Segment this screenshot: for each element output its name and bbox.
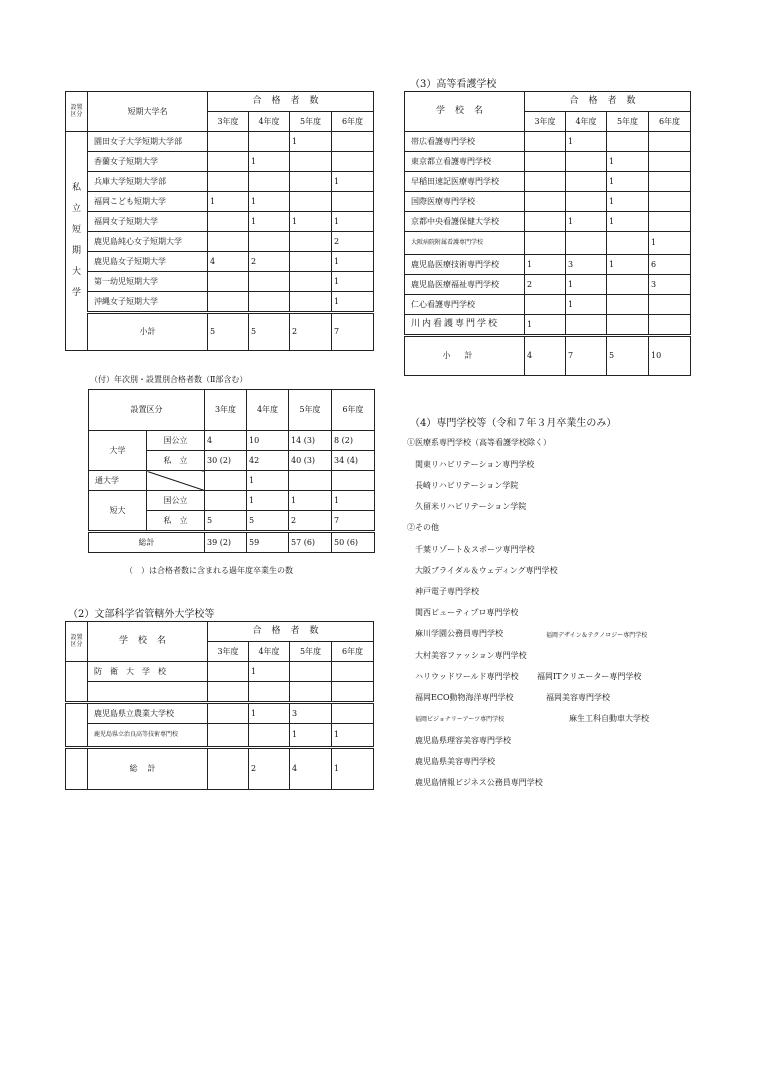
- cell: [566, 315, 607, 336]
- school-name: 香蘭女子短期大学: [88, 152, 208, 172]
- list-item: 久留米リハビリテーション学院: [415, 502, 527, 511]
- table-row: [66, 132, 374, 152]
- name-header: 短期大学名: [88, 92, 208, 132]
- cell: [525, 172, 566, 192]
- subtotal-label: 小計: [88, 313, 208, 351]
- cell: [607, 275, 649, 295]
- diagonal-cell: [147, 471, 205, 491]
- cell: [289, 471, 332, 491]
- cell: [649, 295, 691, 315]
- cell: 5: [249, 313, 290, 351]
- name-header: 学校名: [405, 92, 525, 132]
- table-row: [89, 491, 375, 511]
- subtotal-row: [66, 313, 374, 351]
- cell: 5: [607, 336, 649, 376]
- cell: 1: [289, 491, 332, 511]
- cell: 1: [566, 295, 607, 315]
- cell: [525, 212, 566, 232]
- cell: [249, 132, 290, 152]
- year-header: 3年度: [208, 112, 249, 132]
- cell: [208, 724, 249, 748]
- cell: 42: [247, 451, 289, 471]
- year-header: 6年度: [332, 390, 375, 431]
- appendix-title: （付）年次別・設置別合格者数（Ⅱ部含む）: [90, 375, 248, 384]
- cell: [290, 232, 332, 252]
- appendix-table: [88, 389, 375, 553]
- category-cell: [66, 662, 88, 703]
- cell: [607, 132, 649, 152]
- cell: 1: [290, 132, 332, 152]
- list-item: 大阪ブライダル＆ウェディング専門学校: [415, 566, 558, 575]
- year-header: 4年度: [249, 112, 290, 132]
- table-row: [405, 212, 691, 232]
- cell: 8 (2): [332, 431, 375, 451]
- total-label: 総計: [88, 748, 208, 790]
- list-item: ハリウッドワールド専門学校: [415, 672, 519, 681]
- cell: [290, 662, 332, 682]
- category-header: 設置区分: [66, 92, 88, 132]
- grad-label: 通大学: [89, 471, 147, 491]
- passers-header: 合格者数: [525, 92, 691, 112]
- cell: 6: [649, 255, 691, 275]
- table-row: [405, 275, 691, 295]
- school-name: 福岡女子短期大学: [88, 212, 208, 232]
- table-row: [66, 192, 374, 212]
- table-row: [89, 471, 375, 491]
- subtotal-label: 小計: [405, 336, 525, 376]
- cell: [649, 172, 691, 192]
- school-name: 防衛大学校: [88, 662, 208, 682]
- list-item: 福岡ITクリエーター専門学校: [537, 672, 642, 681]
- cell: 5: [247, 511, 289, 532]
- cell: [208, 703, 249, 724]
- school-name: 大阪病院附属看護専門学校: [405, 232, 525, 255]
- table-row: [66, 232, 374, 252]
- nursing-table: [404, 91, 691, 376]
- university-label: 大学: [89, 431, 147, 471]
- school-name: 鹿児島医療技術専門学校: [405, 255, 525, 275]
- cell: [566, 232, 607, 255]
- cell: [249, 232, 290, 252]
- school-name: 川内看護専門学校: [405, 315, 525, 336]
- category-cell: [66, 748, 88, 790]
- cell: 4: [525, 336, 566, 376]
- group2-title: ②その他: [407, 523, 439, 532]
- school-name: 鹿児島県立農業大学校: [88, 703, 208, 724]
- table-row: [405, 132, 691, 152]
- cell: [205, 471, 247, 491]
- cell: 2: [249, 748, 290, 790]
- list-item: 鹿児島情報ビジネス公務員専門学校: [415, 778, 543, 787]
- cell: 1: [249, 212, 290, 232]
- table-row: [66, 682, 374, 703]
- cell: 1: [332, 292, 374, 313]
- list-item: 関西ビューティプロ専門学校: [415, 608, 519, 617]
- section3-heading: （3）高等看護学校: [410, 79, 497, 90]
- cell: [249, 272, 290, 292]
- cell: 1: [332, 724, 374, 748]
- cell: [607, 315, 649, 336]
- cell: [649, 192, 691, 212]
- passers-header: 合格者数: [208, 622, 374, 642]
- year-header: 5年度: [290, 112, 332, 132]
- year-header: 4年度: [249, 642, 290, 662]
- year-header: 5年度: [290, 642, 332, 662]
- table-row: [66, 272, 374, 292]
- table-row: [405, 172, 691, 192]
- cell: [649, 212, 691, 232]
- public-label: 国公立: [147, 491, 205, 511]
- cell: [525, 295, 566, 315]
- school-name: 早稲田速記医療専門学校: [405, 172, 525, 192]
- cell: 57 (6): [289, 532, 332, 553]
- cell: 1: [566, 212, 607, 232]
- cell: 2: [332, 232, 374, 252]
- cell: [607, 232, 649, 255]
- cell: [208, 292, 249, 313]
- cell: 1: [332, 748, 374, 790]
- year-header: 3年度: [525, 112, 566, 132]
- cell: [249, 682, 290, 703]
- cell: [332, 662, 374, 682]
- school-name: 鹿児島女子短期大学: [88, 252, 208, 272]
- cell: 2: [525, 275, 566, 295]
- cell: 1: [332, 252, 374, 272]
- junior-college-table: [65, 91, 374, 351]
- category-header: 設置区分: [66, 622, 88, 662]
- school-name: 仁心看護専門学校: [405, 295, 525, 315]
- cell: 1: [607, 212, 649, 232]
- cell: 1: [607, 172, 649, 192]
- private-label: 私 立: [147, 511, 205, 532]
- cell: 1: [525, 255, 566, 275]
- cell: [332, 682, 374, 703]
- cell: 4: [208, 252, 249, 272]
- private-label: 私 立: [147, 451, 205, 471]
- cell: [566, 192, 607, 212]
- cell: [649, 132, 691, 152]
- school-name: 沖縄女子短期大学: [88, 292, 208, 313]
- cell: 1: [249, 192, 290, 212]
- cell: [332, 152, 374, 172]
- list-item: 鹿児島県美容専門学校: [415, 757, 495, 766]
- cell: [205, 491, 247, 511]
- cell: [290, 152, 332, 172]
- section2-heading: （2）文部科学省管轄外大学校等: [68, 609, 215, 620]
- cell: [208, 232, 249, 252]
- cell: [290, 272, 332, 292]
- cell: 50 (6): [332, 532, 375, 553]
- appendix-category-header: 設置区分: [89, 390, 205, 431]
- cell: [208, 152, 249, 172]
- passers-header: 合格者数: [208, 92, 374, 112]
- cell: 4: [290, 748, 332, 790]
- table-row: [66, 662, 374, 682]
- table-row: [66, 724, 374, 748]
- total-row: [89, 532, 375, 553]
- cell: [249, 724, 290, 748]
- year-header: 6年度: [649, 112, 691, 132]
- category-label: 私立短期大学: [66, 132, 88, 351]
- list-item: 福岡ECO動物海洋専門学校: [415, 693, 514, 702]
- cell: [290, 292, 332, 313]
- cell: 3: [290, 703, 332, 724]
- cell: [649, 152, 691, 172]
- cell: 1: [249, 152, 290, 172]
- cell: [525, 152, 566, 172]
- cell: [208, 662, 249, 682]
- group1-title: ①医療系専門学校（高等看護学校除く）: [407, 438, 551, 447]
- cell: 14 (3): [289, 431, 332, 451]
- cell: [208, 172, 249, 192]
- cell: 1: [332, 212, 374, 232]
- table-row: [66, 703, 374, 724]
- list-item: 福岡美容専門学校: [546, 693, 610, 702]
- cell: 1: [249, 662, 290, 682]
- cell: [208, 748, 249, 790]
- cell: [566, 152, 607, 172]
- cell: 1: [607, 192, 649, 212]
- cell: [607, 295, 649, 315]
- cell: 1: [566, 275, 607, 295]
- cell: [208, 212, 249, 232]
- total-row: [66, 748, 374, 790]
- school-name: 園田女子大学短期大学部: [88, 132, 208, 152]
- table-row: [66, 172, 374, 192]
- cell: 5: [208, 313, 249, 351]
- cell: 2: [290, 313, 332, 351]
- cell: 10: [247, 431, 289, 451]
- cell: [208, 132, 249, 152]
- cell: 30 (2): [205, 451, 247, 471]
- table-row: [66, 212, 374, 232]
- junior-label: 短大: [89, 491, 147, 532]
- cell: 7: [332, 313, 374, 351]
- cell: 1: [332, 272, 374, 292]
- school-name: 第一幼児短期大学: [88, 272, 208, 292]
- cell: 1: [290, 724, 332, 748]
- table-row: [405, 295, 691, 315]
- cell: 1: [649, 232, 691, 255]
- table-row: [66, 292, 374, 313]
- cell: [332, 192, 374, 212]
- cell: [290, 252, 332, 272]
- list-item: 長崎リハビリテーション学院: [415, 481, 519, 490]
- list-item: 関東リハビリテーション専門学校: [415, 460, 535, 469]
- category-cell: [66, 703, 88, 748]
- cell: 40 (3): [289, 451, 332, 471]
- cell: 7: [332, 511, 375, 532]
- cell: [332, 471, 375, 491]
- table-row: [89, 431, 375, 451]
- cell: 1: [332, 491, 375, 511]
- cell: 39 (2): [205, 532, 247, 553]
- year-header: 5年度: [607, 112, 649, 132]
- year-header: 3年度: [208, 642, 249, 662]
- cell: 2: [289, 511, 332, 532]
- table-row: [405, 255, 691, 275]
- cell: [525, 232, 566, 255]
- cell: 1: [607, 255, 649, 275]
- cell: [208, 272, 249, 292]
- cell: 1: [290, 212, 332, 232]
- name-header: 学校名: [88, 622, 208, 662]
- appendix-note: （ ）は合格者数に含まれる過年度卒業生の数: [125, 566, 293, 575]
- cell: 1: [249, 703, 290, 724]
- school-name: 国際医療専門学校: [405, 192, 525, 212]
- table-row: [66, 152, 374, 172]
- table-row: [405, 192, 691, 212]
- cell: 3: [649, 275, 691, 295]
- school-name: 帯広看護専門学校: [405, 132, 525, 152]
- year-header: 6年度: [332, 642, 374, 662]
- year-header: 3年度: [205, 390, 247, 431]
- cell: [249, 172, 290, 192]
- school-name: 福岡こども短期大学: [88, 192, 208, 212]
- cell: [525, 132, 566, 152]
- cell: [332, 703, 374, 724]
- cell: 5: [205, 511, 247, 532]
- subtotal-row: [405, 336, 691, 376]
- list-item: 麻川学園公務員専門学校: [415, 629, 503, 638]
- cell: 1: [525, 315, 566, 336]
- list-item: 千葉リゾート＆スポーツ専門学校: [415, 545, 535, 554]
- public-label: 国公立: [147, 431, 205, 451]
- cell: [566, 172, 607, 192]
- list-item: 神戸電子専門学校: [415, 587, 479, 596]
- table-row: [405, 315, 691, 336]
- list-item: 大村美容ファッション専門学校: [415, 651, 527, 660]
- school-name: 兵庫大学短期大学部: [88, 172, 208, 192]
- section4-heading: （4）専門学校等（令和７年３月卒業生のみ）: [410, 418, 617, 429]
- year-header: 6年度: [332, 112, 374, 132]
- school-name: [88, 682, 208, 703]
- non-mext-table: [65, 621, 374, 790]
- cell: 1: [247, 491, 289, 511]
- cell: 1: [332, 172, 374, 192]
- cell: [290, 682, 332, 703]
- table-row: [405, 232, 691, 255]
- year-header: 5年度: [289, 390, 332, 431]
- cell: [249, 292, 290, 313]
- school-name: 鹿児島医療福祉専門学校: [405, 275, 525, 295]
- year-header: 4年度: [566, 112, 607, 132]
- cell: 1: [247, 471, 289, 491]
- cell: 1: [566, 132, 607, 152]
- cell: 34 (4): [332, 451, 375, 471]
- cell: [208, 682, 249, 703]
- cell: 3: [566, 255, 607, 275]
- list-item: 福岡デザイン＆テクノロジー専門学校: [546, 632, 648, 639]
- list-item: 麻生工科自動車大学校: [569, 714, 649, 723]
- cell: [525, 192, 566, 212]
- cell: 10: [649, 336, 691, 376]
- cell: [332, 132, 374, 152]
- cell: [290, 172, 332, 192]
- school-name: 鹿児島県立治良高等技術専門校: [88, 724, 208, 748]
- cell: 1: [607, 152, 649, 172]
- school-name: 京都中央看護保健大学校: [405, 212, 525, 232]
- cell: [290, 192, 332, 212]
- list-item: 福岡ビジョナリーアーツ専門学校: [415, 716, 505, 723]
- cell: 59: [247, 532, 289, 553]
- cell: 7: [566, 336, 607, 376]
- school-name: 東京都立看護専門学校: [405, 152, 525, 172]
- total-label: 総計: [89, 532, 205, 553]
- school-name: 鹿児島純心女子短期大学: [88, 232, 208, 252]
- cell: 2: [249, 252, 290, 272]
- year-header: 4年度: [247, 390, 289, 431]
- table-row: [66, 252, 374, 272]
- cell: 1: [208, 192, 249, 212]
- cell: 4: [205, 431, 247, 451]
- table-row: [405, 152, 691, 172]
- cell: [649, 315, 691, 336]
- list-item: 鹿児島県理容美容専門学校: [415, 736, 511, 745]
